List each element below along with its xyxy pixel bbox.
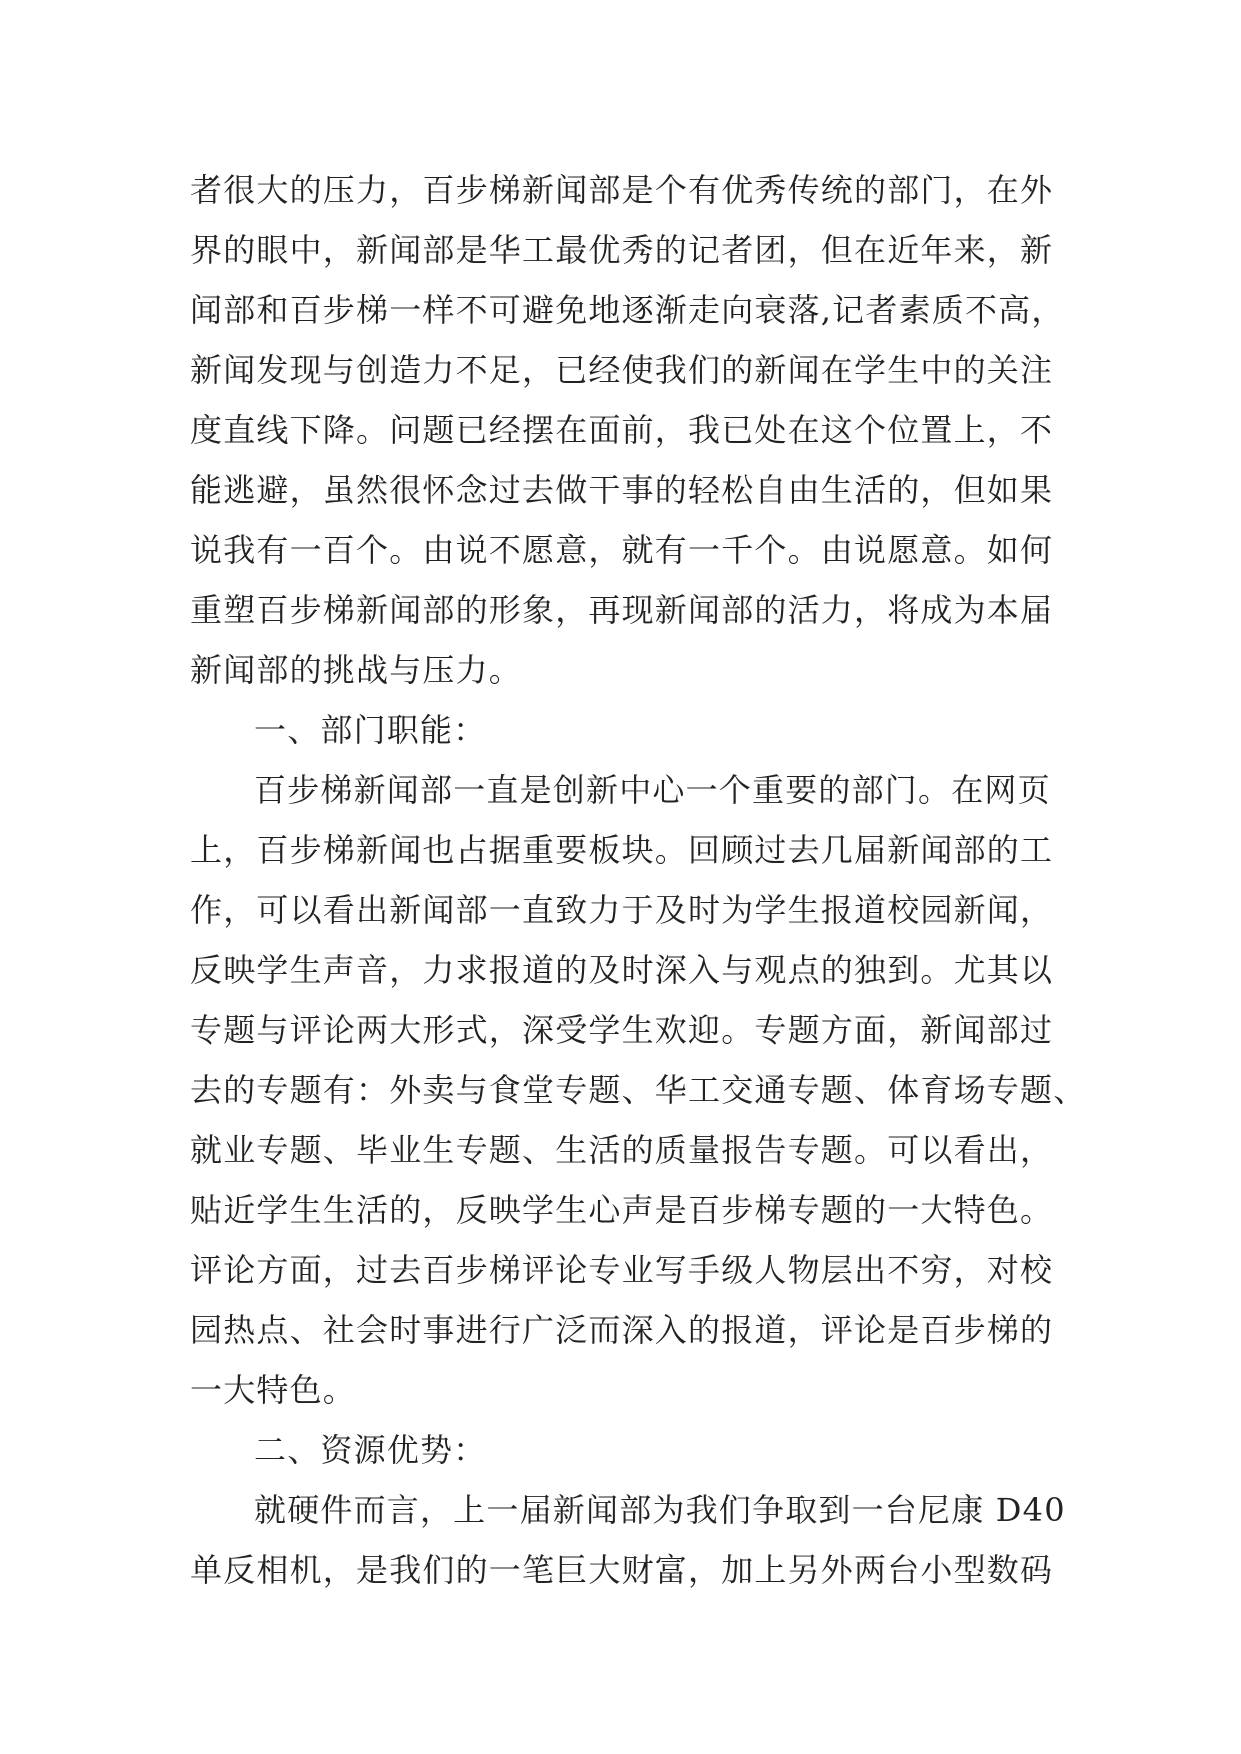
text-line: 去的专题有：外卖与食堂专题、华工交通专题、体育场专题、: [190, 1071, 1087, 1109]
text-line: 评论方面，过去百步梯评论专业写手级人物层出不穷，对校: [190, 1251, 1054, 1289]
text-line: 者很大的压力，百步梯新闻部是个有优秀传统的部门，在外: [190, 171, 1054, 209]
section-heading-resources: 二、资源优势：: [254, 1431, 487, 1469]
text-line: 作，可以看出新闻部一直致力于及时为学生报道校园新闻，: [190, 891, 1054, 929]
text-line: 重塑百步梯新闻部的形象，再现新闻部的活力，将成为本届: [190, 591, 1054, 629]
text-line: 新闻发现与创造力不足，已经使我们的新闻在学生中的关注: [190, 351, 1054, 389]
text-line: 度直线下降。问题已经摆在面前，我已处在这个位置上，不: [190, 411, 1054, 449]
text-line: 闻部和百步梯一样不可避免地逐渐走向衰落,记者素质不高，: [190, 291, 1065, 329]
text-line: 贴近学生生活的，反映学生心声是百步梯专题的一大特色。: [190, 1191, 1054, 1229]
text-line: 能逃避，虽然很怀念过去做干事的轻松自由生活的，但如果: [190, 471, 1054, 509]
text-line: 百步梯新闻部一直是创新中心一个重要的部门。在网页: [254, 771, 1051, 809]
text-line: 一大特色。: [190, 1371, 357, 1409]
text-line: 单反相机，是我们的一笔巨大财富，加上另外两台小型数码: [190, 1551, 1054, 1589]
document-body: [190, 160, 1087, 1600]
text-line: 就硬件而言，上一届新闻部为我们争取到一台尼康 D40: [254, 1491, 1066, 1529]
text-line: 说我有一百个。由说不愿意，就有一千个。由说愿意。如何: [190, 531, 1054, 569]
text-line: 专题与评论两大形式，深受学生欢迎。专题方面，新闻部过: [190, 1011, 1054, 1049]
text-line: 界的眼中，新闻部是华工最优秀的记者团，但在近年来，新: [190, 231, 1054, 269]
section-heading-functions: 一、部门职能：: [254, 711, 487, 749]
text-line: 新闻部的挑战与压力。: [190, 651, 523, 689]
text-line: 园热点、社会时事进行广泛而深入的报道，评论是百步梯的: [190, 1311, 1054, 1349]
text-line: 就业专题、毕业生专题、生活的质量报告专题。可以看出，: [190, 1131, 1054, 1169]
text-line: 反映学生声音，力求报道的及时深入与观点的独到。尤其以: [190, 951, 1054, 989]
text-line: 上，百步梯新闻也占据重要板块。回顾过去几届新闻部的工: [190, 831, 1054, 869]
